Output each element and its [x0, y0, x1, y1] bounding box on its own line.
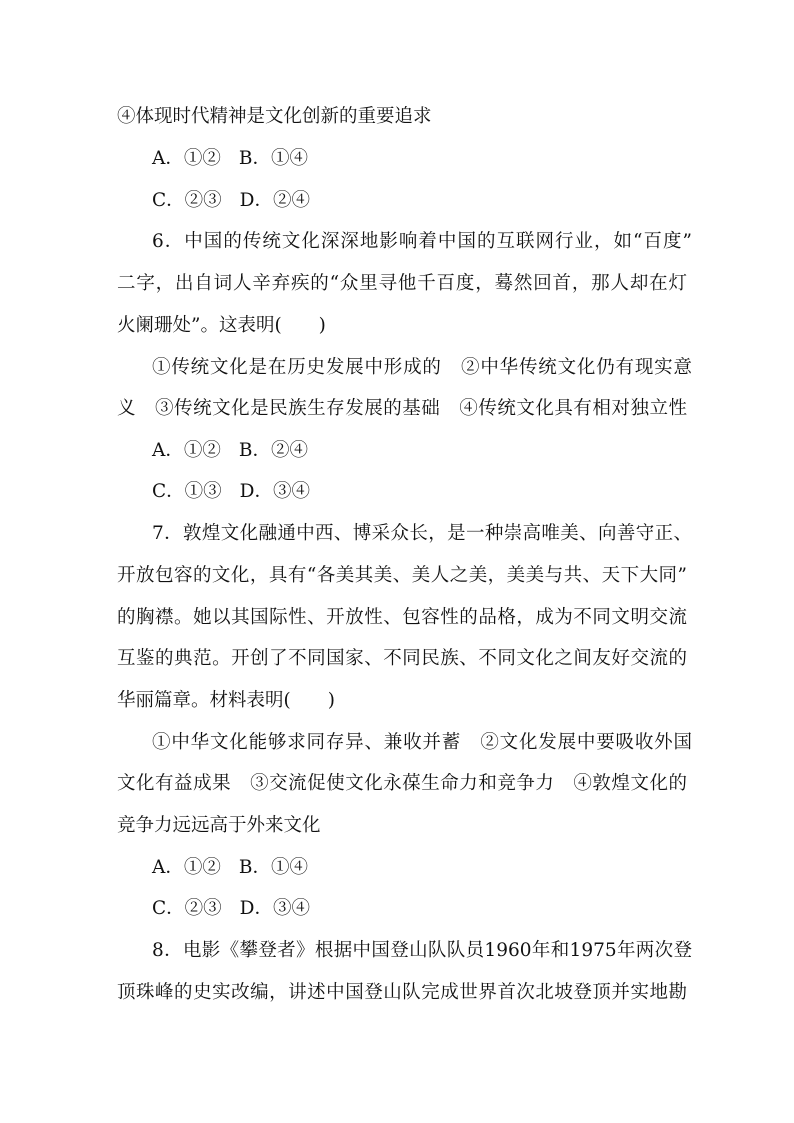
q5-options-row-2: [152, 189, 310, 213]
q7-option-a: A．①②: [152, 857, 221, 878]
q7-stem-line-4: 互鉴的典范。开创了不同国家、不同民族、不同文化之间友好交流的: [117, 648, 687, 669]
q6-statements-line-2: 义 ③传统文化是民族生存发展的基础 ④传统文化具有相对独立性: [117, 398, 687, 419]
q5-option-b: B．①④: [238, 148, 308, 169]
q6-stem-line-1: 6．中国的传统文化深深地影响着中国的互联网行业，如“百度”: [152, 231, 692, 252]
q6-stem-line-3: 火阑珊处”。这表明( ): [117, 315, 326, 336]
q7-options-row-1: [152, 856, 308, 880]
q6-option-a: A．①②: [152, 440, 221, 461]
q7-option-c: C．②③: [152, 898, 222, 919]
q5-option-d: D．②④: [239, 190, 310, 211]
q7-option-d: D．③④: [239, 898, 310, 919]
q5-option-c: C．②③: [152, 190, 222, 211]
q7-stem-line-2: 开放包容的文化，具有“各美其美、美人之美，美美与共、天下大同”: [117, 565, 687, 586]
q5-option-a: A．①②: [152, 148, 221, 169]
q8-stem-line-1: 8．电影《攀登者》根据中国登山队队员1960年和1975年两次登: [152, 940, 692, 961]
q6-stem-line-2: 二字，出自词人辛弃疾的“众里寻他千百度，蓦然回首，那人却在灯: [117, 273, 687, 294]
q7-statements-line-2: 文化有益成果 ③交流促使文化永葆生命力和竞争力 ④敦煌文化的: [117, 773, 687, 794]
q7-statements-line-1: ①中华文化能够求同存异、兼收并蓄 ②文化发展中要吸收外国: [152, 732, 692, 753]
q7-options-row-2: [152, 897, 310, 921]
q6-option-b: B．②④: [238, 440, 308, 461]
q6-statements-line-1: ①传统文化是在历史发展中形成的 ②中华传统文化仍有现实意: [152, 357, 692, 378]
q6-option-d: D．③④: [239, 481, 310, 502]
q6-options-row-1: [152, 439, 308, 463]
q7-option-b: B．①④: [238, 857, 308, 878]
q6-options-row-2: [152, 480, 310, 504]
q5-options-row-1: [152, 147, 308, 171]
q8-stem-line-2: 顶珠峰的史实改编，讲述中国登山队完成世界首次北坡登顶并实地勘: [117, 982, 687, 1003]
q7-stem-line-3: 的胸襟。她以其国际性、开放性、包容性的品格，成为不同文明交流: [117, 607, 687, 628]
q7-stem-line-5: 华丽篇章。材料表明( ): [117, 690, 335, 711]
q5-statement-4: ④体现时代精神是文化创新的重要追求: [117, 106, 432, 127]
q6-option-c: C．①③: [152, 481, 222, 502]
q7-statements-line-3: 竞争力远远高于外来文化: [117, 815, 321, 836]
q7-stem-line-1: 7．敦煌文化融通中西、博采众长，是一种崇高唯美、向善守正、: [152, 523, 692, 544]
